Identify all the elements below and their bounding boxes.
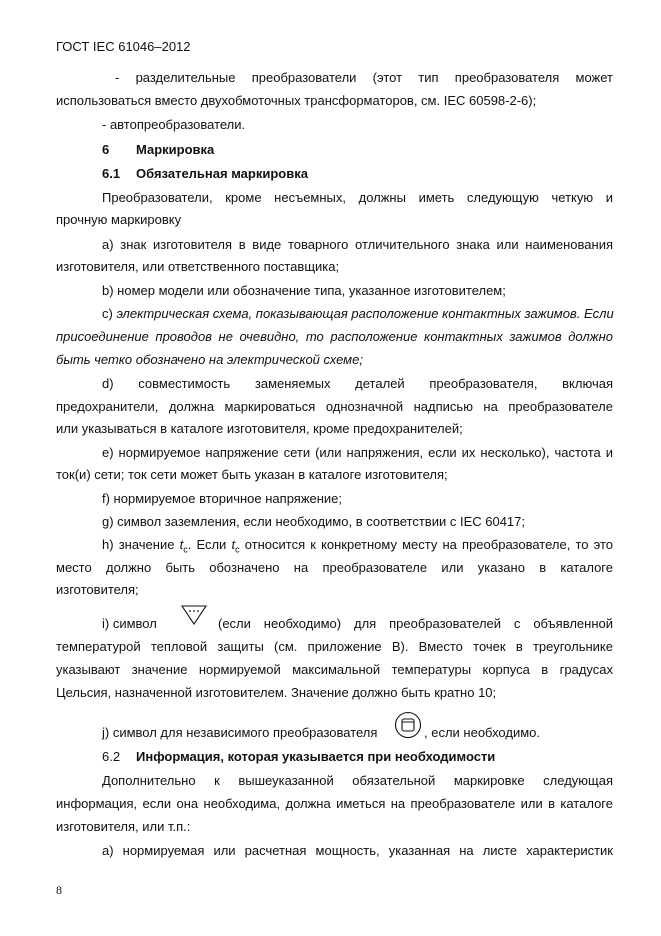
item-g: g) символ заземления, если необходимо, в соответствии с IEC 60417; (102, 514, 526, 529)
paragraph-line: изготовителя, или ответственного поставщика; (56, 259, 340, 274)
paragraph-line: температурой тепловой защиты (см. приложение В). Вместо точек в треугольнике (56, 639, 613, 654)
item-d: d) совместимость заменяемых деталей преобразователя, включая (102, 376, 613, 391)
thermal-protection-triangle-icon (180, 604, 208, 626)
item-e: e) нормируемое напряжение сети (или напряжения, если их несколько), частота и (102, 445, 613, 460)
tc-subscript: c (183, 544, 188, 555)
page-number: 8 (56, 883, 62, 897)
tc-subscript: c (235, 544, 240, 555)
item-c-text: электрическая схема, показывающая расположение контактных зажимов. Если (116, 306, 614, 321)
paragraph-line: указывают значение нормируемой максимальной температуры корпуса в градусах (56, 662, 613, 677)
paragraph-line: использоваться вместо двухобмоточных трансформаторов, см. IEC 60598-2-6); (56, 93, 537, 108)
paragraph-line-italic: присоединение проводов не очевидно, то расположение контактных зажимов должно (56, 329, 613, 344)
paragraph-line: место должно быть обозначено на преобразователе или указано в каталоге (56, 560, 613, 575)
item-h-text: . Если (187, 537, 232, 552)
tc-symbol: t (179, 537, 184, 552)
section-6-2-title: Информация, которая указывается при необходимости (136, 749, 496, 764)
item-h (102, 537, 613, 558)
paragraph-line: или указываться в каталоге изготовителя, кроме предохранителей; (56, 421, 463, 436)
list-item-isolating: - разделительные преобразователи (этот тип преобразователя может (115, 70, 613, 85)
item-c (102, 306, 613, 322)
section-6-title: Маркировка (136, 142, 215, 157)
item-i-text: (если необходимо) для преобразователей с объявленной (218, 616, 613, 631)
paragraph-line: прочную маркировку (56, 212, 182, 227)
paragraph-line: ток(и) сети; ток сети может быть указан в каталоге изготовителя; (56, 467, 448, 482)
paragraph-line-italic: быть четко обозначено на электрической схеме; (56, 352, 363, 367)
paragraph-line: изготовителя; (56, 582, 139, 597)
paragraph-line: предохранители, должна маркироваться однозначной надписью на преобразователе (56, 399, 613, 414)
item-b: b) номер модели или обозначение типа, указанное изготовителем; (102, 283, 506, 298)
item-a: а) знак изготовителя в виде товарного отличительного знака или наименования (102, 237, 613, 252)
paragraph-line: изготовителя, или т.п.: (56, 819, 191, 834)
section-6-number: 6 (102, 142, 110, 157)
document-header: ГОСТ IEC 61046–2012 (56, 39, 191, 54)
paragraph-line: Преобразователи, кроме несъемных, должны иметь следующую четкую и (102, 190, 613, 205)
item-h-text: h) значение (102, 537, 180, 552)
item-a-info: а) нормируемая или расчетная мощность, указанная на листе характеристик (102, 843, 613, 858)
item-f: f) нормируемое вторичное напряжение; (102, 491, 343, 506)
item-j-text: , если необходимо. (424, 725, 540, 740)
paragraph-line: Цельсия, назначенной изготовителем. Значение должно быть кратно 10; (56, 685, 497, 700)
independent-converter-icon (394, 711, 422, 739)
section-6-1-number: 6.1 (102, 166, 121, 181)
tc-symbol: t (231, 537, 236, 552)
item-j-label: j) символ для независимого преобразователя (102, 725, 378, 740)
item-h-text: относится к конкретному месту на преобразователе, то это (239, 537, 613, 552)
item-i-label: i) символ (102, 616, 157, 631)
paragraph-line: Дополнительно к вышеуказанной обязательной маркировке следующая (102, 773, 613, 788)
section-6-1-title: Обязательная маркировка (136, 166, 308, 181)
paragraph-line: информация, если она необходима, должна иметься на преобразователе или в каталоге (56, 796, 613, 811)
list-item-auto: - автопреобразователи. (102, 117, 246, 132)
item-c-label: c) (102, 306, 117, 321)
section-6-2-number: 6.2 (102, 749, 121, 764)
